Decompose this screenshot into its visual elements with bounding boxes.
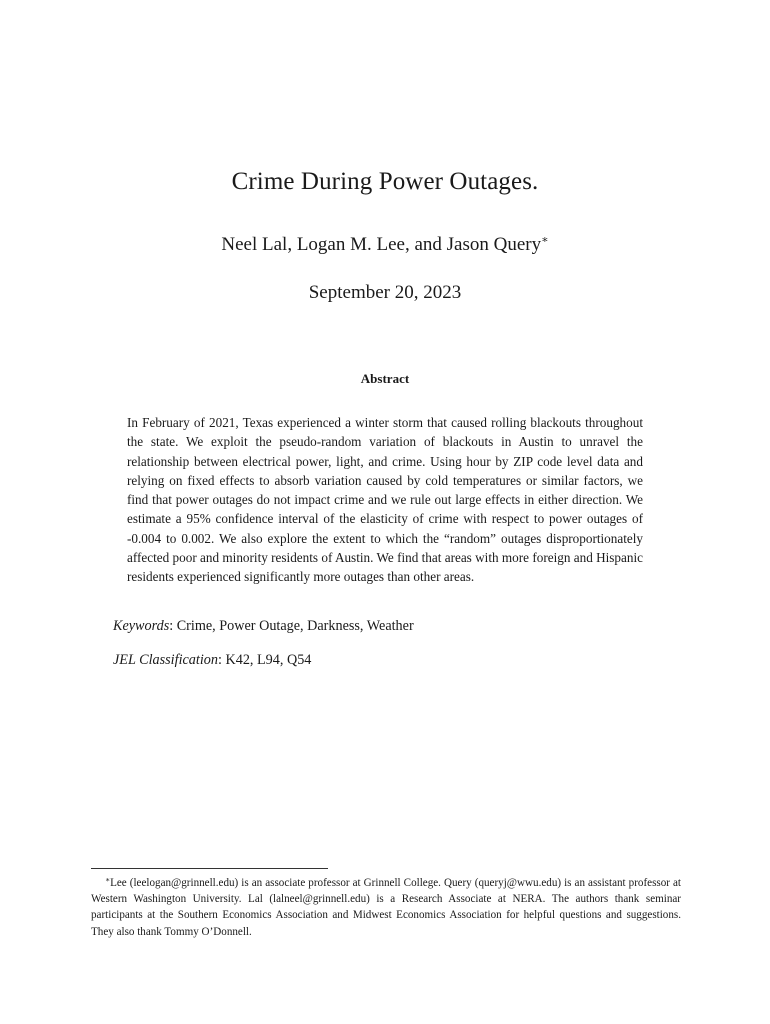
footnote-mark: ∗ (105, 875, 111, 884)
paper-title: Crime During Power Outages. (231, 168, 539, 195)
keywords-value: : Crime, Power Outage, Darkness, Weather (169, 618, 414, 634)
jel-label: JEL Classification (113, 652, 218, 668)
jel-classification-line (113, 652, 673, 669)
footnote-divider (91, 868, 328, 869)
jel-value: : K42, L94, Q54 (217, 652, 312, 668)
author-footnote-mark: ∗ (541, 234, 549, 246)
author-footnote (91, 872, 681, 940)
keywords-line (113, 618, 673, 635)
footnote-text: Lee (leelogan@grinnell.edu) is an associate professor at Grinnell College. Query (queryj@wwu.edu) is an assistant professor at Western Washington University. Lal (lalneel@grinnell.edu) is a Research Associate at NERA. The authors thank seminar participants at the Southern Economics Association and Midwest Economics Association for helpful questions and suggestions. They also thank Tommy O’Donnell. (91, 877, 681, 938)
keywords-label: Keywords (113, 618, 170, 634)
paper-authors (0, 233, 770, 256)
abstract-text: In February of 2021, Texas experienced a winter storm that caused rolling blackouts throughout the state. We exploit the pseudo-random variation of blackouts in Austin to unravel the relationship between electrical power, light, and crime. Using hour by ZIP code level data and relying on fixed effects to absorb variation caused by cold temperatures or similar factors, we find that power outages do not impact crime and we rule out large effects in either direction. We estimate a 95% confidence interval of the elasticity of crime with respect to power outages of -0.004 to 0.002. We also explore the extent to which the “random” outages disproportionately affected poor and minority residents of Austin. We find that areas with more foreign and Hispanic residents experienced significantly more outages than other areas. (127, 415, 643, 585)
abstract-heading: Abstract (360, 371, 410, 386)
paper-date: September 20, 2023 (308, 282, 462, 303)
author-names: Neel Lal, Logan M. Lee, and Jason Query (221, 234, 542, 255)
